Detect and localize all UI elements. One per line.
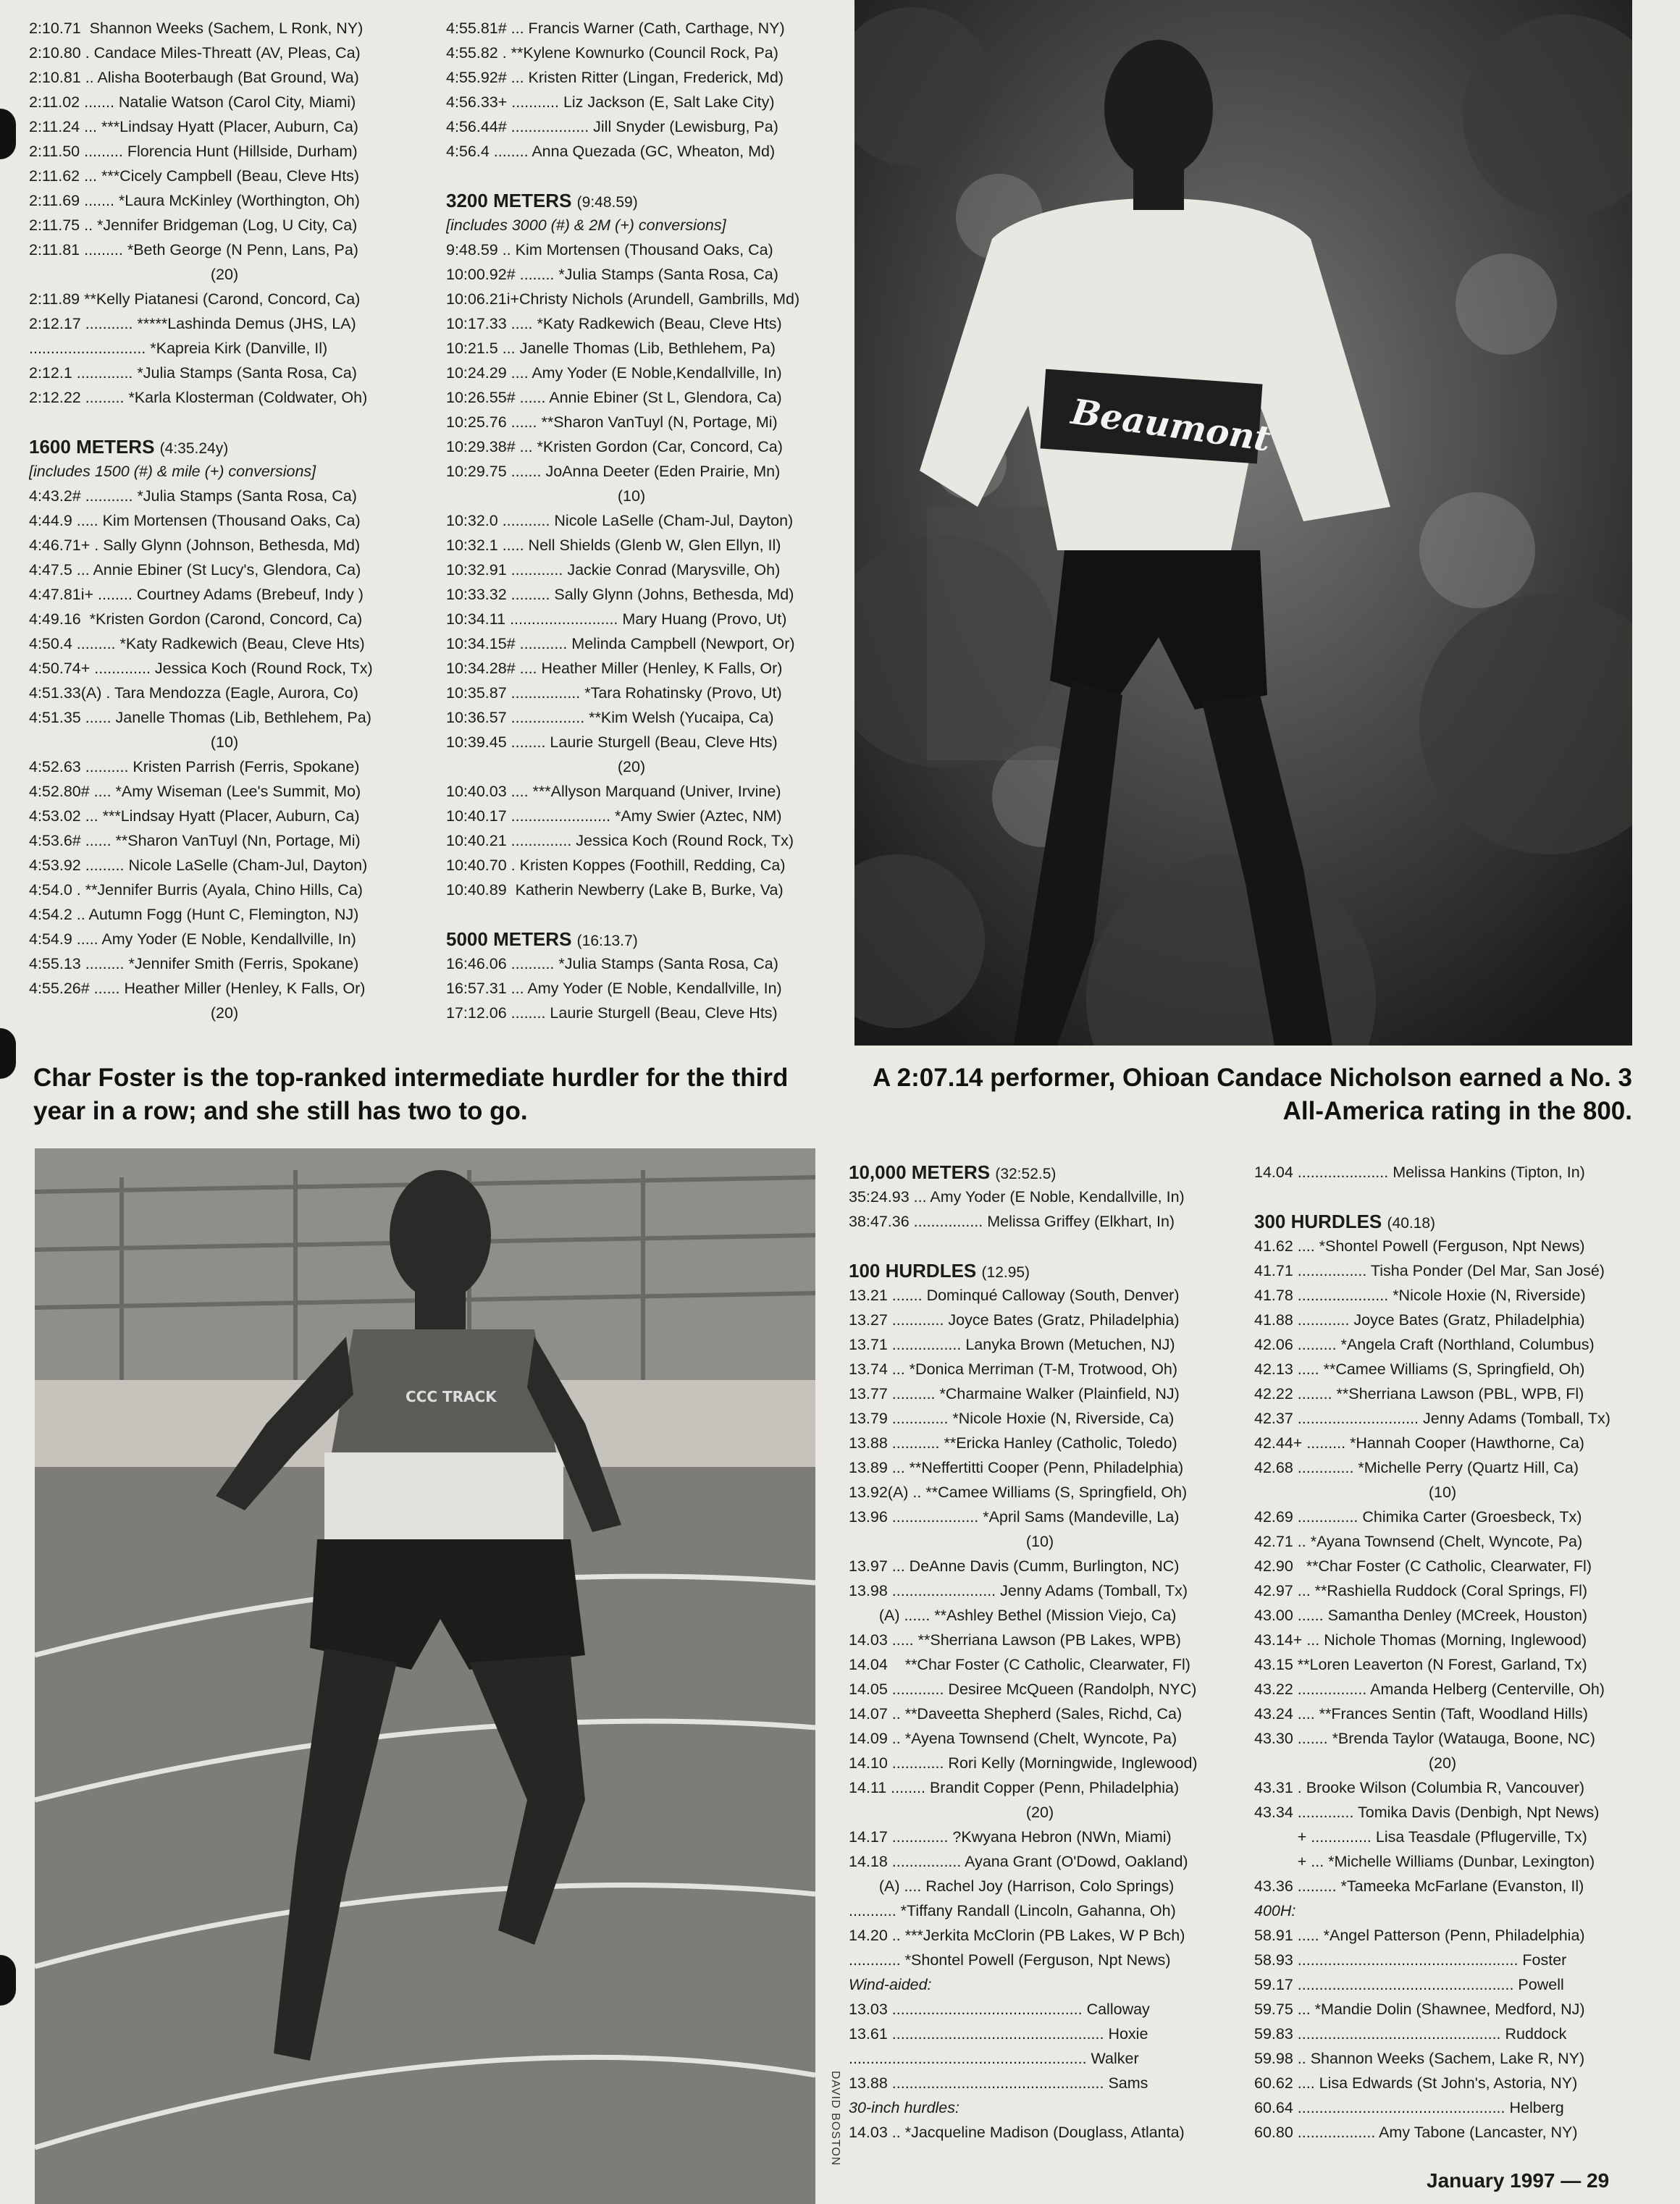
event-standard: (40.18) (1387, 1215, 1436, 1232)
rank-marker: (20) (210, 266, 239, 283)
result-line: 4:54.2 .. Autumn Fogg (Hunt C, Flemington, NJ) (29, 906, 359, 923)
photo-credit: DAVID BOSTON (829, 2071, 841, 2166)
result-line: 10:06.21i+Christy Nichols (Arundell, Gambrills, Md) (446, 290, 800, 308)
result-line: ....................................................... Walker (849, 2050, 1139, 2067)
result-line: 10:39.45 ........ Laurie Sturgell (Beau, Cleve Hts) (446, 733, 778, 751)
result-line: 2:11.24 ... ***Lindsay Hyatt (Placer, Auburn, Ca) (29, 118, 358, 135)
result-line: 2:11.02 ....... Natalie Watson (Carol City, Miami) (29, 93, 356, 111)
result-line: 10:29.38# ... *Kristen Gordon (Car, Concord, Ca) (446, 438, 783, 455)
result-line: (A) .... Rachel Joy (Harrison, Colo Springs) (849, 1877, 1175, 1895)
result-line: 10:40.21 .............. Jessica Koch (Round Rock, Tx) (446, 832, 794, 849)
photo-caption-candace-nicholson: A 2:07.14 performer, Ohioan Candace Nicholson earned a No. 3 All-America rating in the 800. (872, 1064, 1632, 1125)
result-line: 42.13 ..... **Camee Williams (S, Springfield, Oh) (1254, 1360, 1585, 1378)
event-title: 5000 METERS (446, 928, 572, 950)
result-line: 10:24.29 .... Amy Yoder (E Noble,Kendallville, In) (446, 364, 782, 382)
result-line: 38:47.36 ................ Melissa Griffey (Elkhart, In) (849, 1213, 1175, 1230)
result-line: 41.62 .... *Shontel Powell (Ferguson, Npt News) (1254, 1237, 1585, 1255)
rank-marker: (10) (210, 733, 239, 751)
result-line: 42.44+ ......... *Hannah Cooper (Hawthorne, Ca) (1254, 1434, 1584, 1452)
result-line: 10:34.11 ......................... Mary Huang (Provo, Ut) (446, 610, 787, 628)
spacer (849, 1234, 1231, 1258)
result-line: + ... *Michelle Williams (Dunbar, Lexington) (1254, 1853, 1595, 1870)
result-line: 59.83 ............................................... Ruddock (1254, 2025, 1567, 2043)
event-title: 300 HURDLES (1254, 1211, 1382, 1232)
result-line: 13.74 ... *Donica Merriman (T-M, Trotwood, Oh) (849, 1360, 1178, 1378)
section-note: 400H: (1254, 1902, 1296, 1919)
result-line: 43.14+ ... Nichole Thomas (Morning, Inglewood) (1254, 1631, 1587, 1649)
result-line: 2:11.62 ... ***Cicely Campbell (Beau, Cleve Hts) (29, 167, 360, 185)
result-line: 2:10.81 .. Alisha Booterbaugh (Bat Ground, Wa) (29, 69, 359, 86)
result-line: 60.62 .... Lisa Edwards (St John's, Astoria, NY) (1254, 2074, 1578, 2092)
result-line: 10:25.76 ...... **Sharon VanTuyl (N, Portage, Mi) (446, 413, 778, 431)
result-line: 42.69 .............. Chimika Carter (Groesbeck, Tx) (1254, 1508, 1582, 1526)
spacer (29, 410, 420, 434)
section-note: 30-inch hurdles: (849, 2099, 959, 2116)
binder-hole (0, 109, 16, 159)
result-line: 13.88 ........... **Ericka Hanley (Catholic, Toledo) (849, 1434, 1177, 1452)
result-line: 42.71 .. *Ayana Townsend (Chelt, Wyncote, Pa) (1254, 1533, 1583, 1550)
results-column-4 (1254, 1160, 1631, 2145)
result-line: 4:47.81i+ ........ Courtney Adams (Brebeuf, Indy ) (29, 586, 364, 603)
result-line: 14.04 **Char Foster (C Catholic, Clearwater, Fl) (849, 1656, 1190, 1673)
event-standard: (32:52.5) (995, 1166, 1057, 1182)
result-line: 2:10.80 . Candace Miles-Threatt (AV, Pleas, Ca) (29, 44, 361, 62)
result-line: 14.18 ................ Ayana Grant (O'Dowd, Oakland) (849, 1853, 1188, 1870)
runner-illustration-top (854, 0, 1632, 1046)
results-column-1 (29, 16, 420, 1025)
result-line: 10:17.33 ..... *Katy Radkewich (Beau, Cleve Hts) (446, 315, 782, 332)
result-line: 4:52.80# .... *Amy Wiseman (Lee's Summit, Mo) (29, 783, 361, 800)
section-note: [includes 1500 (#) & mile (+) conversions] (29, 463, 316, 480)
result-line: (A) ...... **Ashley Bethel (Mission Viejo, Ca) (849, 1607, 1177, 1624)
result-line: 13.98 ........................ Jenny Adams (Tomball, Tx) (849, 1582, 1188, 1599)
result-line: 4:51.33(A) . Tara Mendozza (Eagle, Aurora, Co) (29, 684, 358, 702)
result-line: 4:54.0 . **Jennifer Burris (Ayala, Chino Hills, Ca) (29, 881, 363, 899)
jersey-lettering: CCC TRACK (406, 1388, 497, 1405)
result-line: 41.78 ..................... *Nicole Hoxie (N, Riverside) (1254, 1287, 1586, 1304)
result-line: 10:29.75 ....... JoAnna Deeter (Eden Prairie, Mn) (446, 463, 781, 480)
event-standard: (9:48.59) (576, 194, 638, 211)
result-line: 4:52.63 .......... Kristen Parrish (Ferris, Spokane) (29, 758, 360, 775)
result-line: 10:36.57 ................. **Kim Welsh (Yucaipa, Ca) (446, 709, 774, 726)
runner-illustration-bottom (35, 1148, 815, 2204)
result-line: 4:53.6# ...... **Sharon VanTuyl (Nn, Portage, Mi) (29, 832, 361, 849)
result-line: 4:54.9 ..... Amy Yoder (E Noble, Kendallville, In) (29, 930, 356, 948)
event-heading (849, 1160, 1231, 1185)
result-line: 16:46.06 .......... *Julia Stamps (Santa Rosa, Ca) (446, 955, 778, 972)
photo-caption-char-foster: Char Foster is the top-ranked intermediate hurdler for the third year in a row; and she still has two to go. (33, 1064, 789, 1125)
result-line: 4:51.35 ...... Janelle Thomas (Lib, Bethlehem, Pa) (29, 709, 371, 726)
result-line: 58.91 ..... *Angel Patterson (Penn, Philadelphia) (1254, 1927, 1585, 1944)
result-line: 2:11.75 .. *Jennifer Bridgeman (Log, U City, Ca) (29, 216, 358, 234)
result-line: 58.93 ................................................... Foster (1254, 1951, 1567, 1969)
result-line: 13.77 .......... *Charmaine Walker (Plainfield, NJ) (849, 1385, 1180, 1402)
result-line: 13.92(A) .. **Camee Williams (S, Springfield, Oh) (849, 1484, 1188, 1501)
result-line: 10:32.1 ..... Nell Shields (Glenb W, Glen Ellyn, Il) (446, 537, 781, 554)
event-title: 3200 METERS (446, 190, 572, 211)
result-line: 35:24.93 ... Amy Yoder (E Noble, Kendallville, In) (849, 1188, 1185, 1206)
result-line: 60.80 .................. Amy Tabone (Lancaster, NY) (1254, 2124, 1578, 2141)
event-heading (446, 188, 817, 213)
result-line: 43.22 ................ Amanda Helberg (Centerville, Oh) (1254, 1681, 1605, 1698)
result-line: ............ *Shontel Powell (Ferguson, Npt News) (849, 1951, 1171, 1969)
result-line: 13.21 ....... Dominqué Calloway (South, Denver) (849, 1287, 1180, 1304)
result-line: 4:56.33+ ........... Liz Jackson (E, Salt Lake City) (446, 93, 775, 111)
result-line: 41.88 ............ Joyce Bates (Gratz, Philadelphia) (1254, 1311, 1585, 1329)
result-line: 4:53.92 ......... Nicole LaSelle (Cham-Jul, Dayton) (29, 857, 368, 874)
result-line: 42.37 ............................ Jenny Adams (Tomball, Tx) (1254, 1410, 1610, 1427)
result-line: 13.79 ............. *Nicole Hoxie (N, Riverside, Ca) (849, 1410, 1175, 1427)
result-line: 2:10.71 Shannon Weeks (Sachem, L Ronk, NY) (29, 20, 364, 37)
result-line: 14.17 ............. ?Kwyana Hebron (NWn, Miami) (849, 1828, 1172, 1846)
result-line: 2:11.50 ......... Florencia Hunt (Hillside, Durham) (29, 143, 358, 160)
result-line: 10:32.91 ............ Jackie Conrad (Marysville, Oh) (446, 561, 781, 579)
result-line: 4:55.81# ... Francis Warner (Cath, Carthage, NY) (446, 20, 785, 37)
event-heading (849, 1258, 1231, 1283)
rank-marker: (20) (210, 1004, 239, 1022)
result-line: 4:56.4 ........ Anna Quezada (GC, Wheaton, Md) (446, 143, 776, 160)
result-line: 4:55.13 ......... *Jennifer Smith (Ferris, Spokane) (29, 955, 359, 972)
result-line: 14.20 .. ***Jerkita McClorin (PB Lakes, W P Bch) (849, 1927, 1185, 1944)
result-line: 2:12.22 ......... *Karla Klosterman (Coldwater, Oh) (29, 389, 368, 406)
result-line: 10:26.55# ...... Annie Ebiner (St L, Glendora, Ca) (446, 389, 782, 406)
result-line: 14.04 ..................... Melissa Hankins (Tipton, In) (1254, 1164, 1585, 1181)
result-line: 14.09 .. *Ayena Townsend (Chelt, Wyncote, Pa) (849, 1730, 1177, 1747)
result-line: ........................... *Kapreia Kirk (Danville, Il) (29, 340, 328, 357)
photo-candace-nicholson (854, 0, 1632, 1046)
result-line: 42.68 ............. *Michelle Perry (Quartz Hill, Ca) (1254, 1459, 1579, 1476)
result-line: 14.05 ............ Desiree McQueen (Randolph, NYC) (849, 1681, 1197, 1698)
rank-marker: (10) (617, 487, 646, 505)
result-line: 14.03 ..... **Sherriana Lawson (PB Lakes, WPB) (849, 1631, 1181, 1649)
result-line: 2:12.17 ........... *****Lashinda Demus (JHS, LA) (29, 315, 356, 332)
result-line: 13.61 ................................................. Hoxie (849, 2025, 1148, 2043)
result-line: 43.00 ...... Samantha Denley (MCreek, Houston) (1254, 1607, 1588, 1624)
result-line: 10:35.87 ................ *Tara Rohatinsky (Provo, Ut) (446, 684, 782, 702)
result-line: 10:21.5 ... Janelle Thomas (Lib, Bethlehem, Pa) (446, 340, 776, 357)
result-line: 59.75 ... *Mandie Dolin (Shawnee, Medford, NJ) (1254, 2001, 1585, 2018)
result-line: 4:55.26# ...... Heather Miller (Henley, K Falls, Or) (29, 980, 366, 997)
rank-marker: (20) (1428, 1754, 1457, 1772)
binder-hole (0, 1028, 16, 1079)
rank-marker: (20) (617, 758, 646, 775)
result-line: 10:40.03 .... ***Allyson Marquand (Univer, Irvine) (446, 783, 781, 800)
result-line: 9:48.59 .. Kim Mortensen (Thousand Oaks, Ca) (446, 241, 773, 258)
spacer (446, 902, 817, 927)
result-line: 14.03 .. *Jacqueline Madison (Douglass, Atlanta) (849, 2124, 1185, 2141)
result-line: 4:55.92# ... Kristen Ritter (Lingan, Frederick, Md) (446, 69, 784, 86)
results-column-2 (446, 16, 817, 1025)
result-line: 13.27 ............ Joyce Bates (Gratz, Philadelphia) (849, 1311, 1180, 1329)
rank-marker: (20) (1025, 1804, 1054, 1821)
result-line: 60.64 ................................................ Helberg (1254, 2099, 1564, 2116)
result-line: 59.98 .. Shannon Weeks (Sachem, Lake R, NY) (1254, 2050, 1585, 2067)
result-line: 10:33.32 ......... Sally Glynn (Johns, Bethesda, Md) (446, 586, 794, 603)
result-line: 4:47.5 ... Annie Ebiner (St Lucy's, Glendora, Ca) (29, 561, 361, 579)
result-line: 10:40.17 ....................... *Amy Swier (Aztec, NM) (446, 807, 782, 825)
result-line: 13.71 ................ Lanyka Brown (Metuchen, NJ) (849, 1336, 1175, 1353)
result-line: 2:11.69 ....... *Laura McKinley (Worthington, Oh) (29, 192, 360, 209)
event-title: 10,000 METERS (849, 1161, 991, 1183)
result-line: 10:40.70 . Kristen Koppes (Foothill, Redding, Ca) (446, 857, 786, 874)
section-note: Wind-aided: (849, 1976, 932, 1993)
result-line: 4:53.02 ... ***Lindsay Hyatt (Placer, Auburn, Ca) (29, 807, 360, 825)
photo-char-foster (35, 1148, 815, 2204)
result-line: 17:12.06 ........ Laurie Sturgell (Beau, Cleve Hts) (446, 1004, 778, 1022)
results-column-3 (849, 1160, 1231, 2145)
result-line: 16:57.31 ... Amy Yoder (E Noble, Kendallville, In) (446, 980, 782, 997)
event-heading (446, 927, 817, 951)
result-line: 42.06 ......... *Angela Craft (Northland, Columbus) (1254, 1336, 1595, 1353)
result-line: 10:34.28# .... Heather Miller (Henley, K Falls, Or) (446, 660, 783, 677)
result-line: 59.17 .................................................. Powell (1254, 1976, 1564, 1993)
result-line: 4:55.82 . **Kylene Kownurko (Council Rock, Pa) (446, 44, 778, 62)
result-line: 4:46.71+ . Sally Glynn (Johnson, Bethesda, Md) (29, 537, 361, 554)
result-line: 14.07 .. **Daveetta Shepherd (Sales, Richd, Ca) (849, 1705, 1183, 1723)
result-line: 14.10 ............ Rori Kelly (Morningwide, Inglewood) (849, 1754, 1198, 1772)
result-line: 14.11 ........ Brandit Copper (Penn, Philadelphia) (849, 1779, 1180, 1796)
page-folio: January 1997 — 29 (1427, 2169, 1610, 2192)
result-line: 43.15 **Loren Leaverton (N Forest, Garland, Tx) (1254, 1656, 1587, 1673)
result-line: 42.22 ........ **Sherriana Lawson (PBL, WPB, Fl) (1254, 1385, 1584, 1402)
result-line: 13.97 ... DeAnne Davis (Cumm, Burlington, NC) (849, 1557, 1180, 1575)
result-line: 4:56.44# .................. Jill Snyder (Lewisburg, Pa) (446, 118, 778, 135)
result-line: 10:00.92# ........ *Julia Stamps (Santa Rosa, Ca) (446, 266, 778, 283)
result-line: 43.34 ............. Tomika Davis (Denbigh, Npt News) (1254, 1804, 1600, 1821)
result-line: 43.24 .... **Frances Sentin (Taft, Woodland Hills) (1254, 1705, 1588, 1723)
result-line: 4:50.4 ......... *Katy Radkewich (Beau, Cleve Hts) (29, 635, 365, 652)
result-line: 43.36 ......... *Tameeka McFarlane (Evanston, Il) (1254, 1877, 1584, 1895)
result-line: 10:40.89 Katherin Newberry (Lake B, Burke, Va) (446, 881, 784, 899)
event-title: 1600 METERS (29, 436, 155, 458)
result-line: 42.97 ... **Rashiella Ruddock (Coral Springs, Fl) (1254, 1582, 1588, 1599)
event-heading (29, 434, 420, 459)
result-line: 13.03 ............................................ Calloway (849, 2001, 1150, 2018)
binder-hole (0, 1955, 16, 2006)
result-line: 4:49.16 *Kristen Gordon (Carond, Concord, Ca) (29, 610, 363, 628)
result-line: 10:34.15# ........... Melinda Campbell (Newport, Or) (446, 635, 795, 652)
result-line: 43.31 . Brooke Wilson (Columbia R, Vancouver) (1254, 1779, 1585, 1796)
result-line: 4:50.74+ ............. Jessica Koch (Round Rock, Tx) (29, 660, 373, 677)
result-line: 42.90 **Char Foster (C Catholic, Clearwater, Fl) (1254, 1557, 1592, 1575)
spacer (446, 164, 817, 188)
result-line: 2:12.1 ............. *Julia Stamps (Santa Rosa, Ca) (29, 364, 357, 382)
result-line: 4:43.2# ........... *Julia Stamps (Santa Rosa, Ca) (29, 487, 357, 505)
result-line: 4:44.9 ..... Kim Mortensen (Thousand Oaks, Ca) (29, 512, 361, 529)
event-standard: (16:13.7) (576, 933, 638, 949)
result-line: 2:11.81 ......... *Beth George (N Penn, Lans, Pa) (29, 241, 358, 258)
event-title: 100 HURDLES (849, 1260, 977, 1282)
event-standard: (4:35.24y) (159, 440, 229, 457)
event-standard: (12.95) (981, 1264, 1030, 1281)
result-line: 41.71 ................ Tisha Ponder (Del Mar, San José) (1254, 1262, 1605, 1279)
result-line: ........... *Tiffany Randall (Lincoln, Gahanna, Oh) (849, 1902, 1176, 1919)
shirt-lettering: Beaumont (1068, 391, 1274, 460)
event-heading (1254, 1209, 1631, 1234)
result-line: 13.89 ... **Neffertitti Cooper (Penn, Philadelphia) (849, 1459, 1184, 1476)
rank-marker: (10) (1025, 1533, 1054, 1550)
result-line: 2:11.89 **Kelly Piatanesi (Carond, Concord, Ca) (29, 290, 361, 308)
result-line: 10:32.0 ........... Nicole LaSelle (Cham-Jul, Dayton) (446, 512, 794, 529)
result-line: 43.30 ....... *Brenda Taylor (Watauga, Boone, NC) (1254, 1730, 1595, 1747)
spacer (1254, 1185, 1631, 1209)
result-line: 13.88 ................................................. Sams (849, 2074, 1148, 2092)
section-note: [includes 3000 (#) & 2M (+) conversions] (446, 216, 726, 234)
rank-marker: (10) (1428, 1484, 1457, 1501)
result-line: 13.96 .................... *April Sams (Mandeville, La) (849, 1508, 1180, 1526)
result-line: + .............. Lisa Teasdale (Pflugerville, Tx) (1254, 1828, 1587, 1846)
